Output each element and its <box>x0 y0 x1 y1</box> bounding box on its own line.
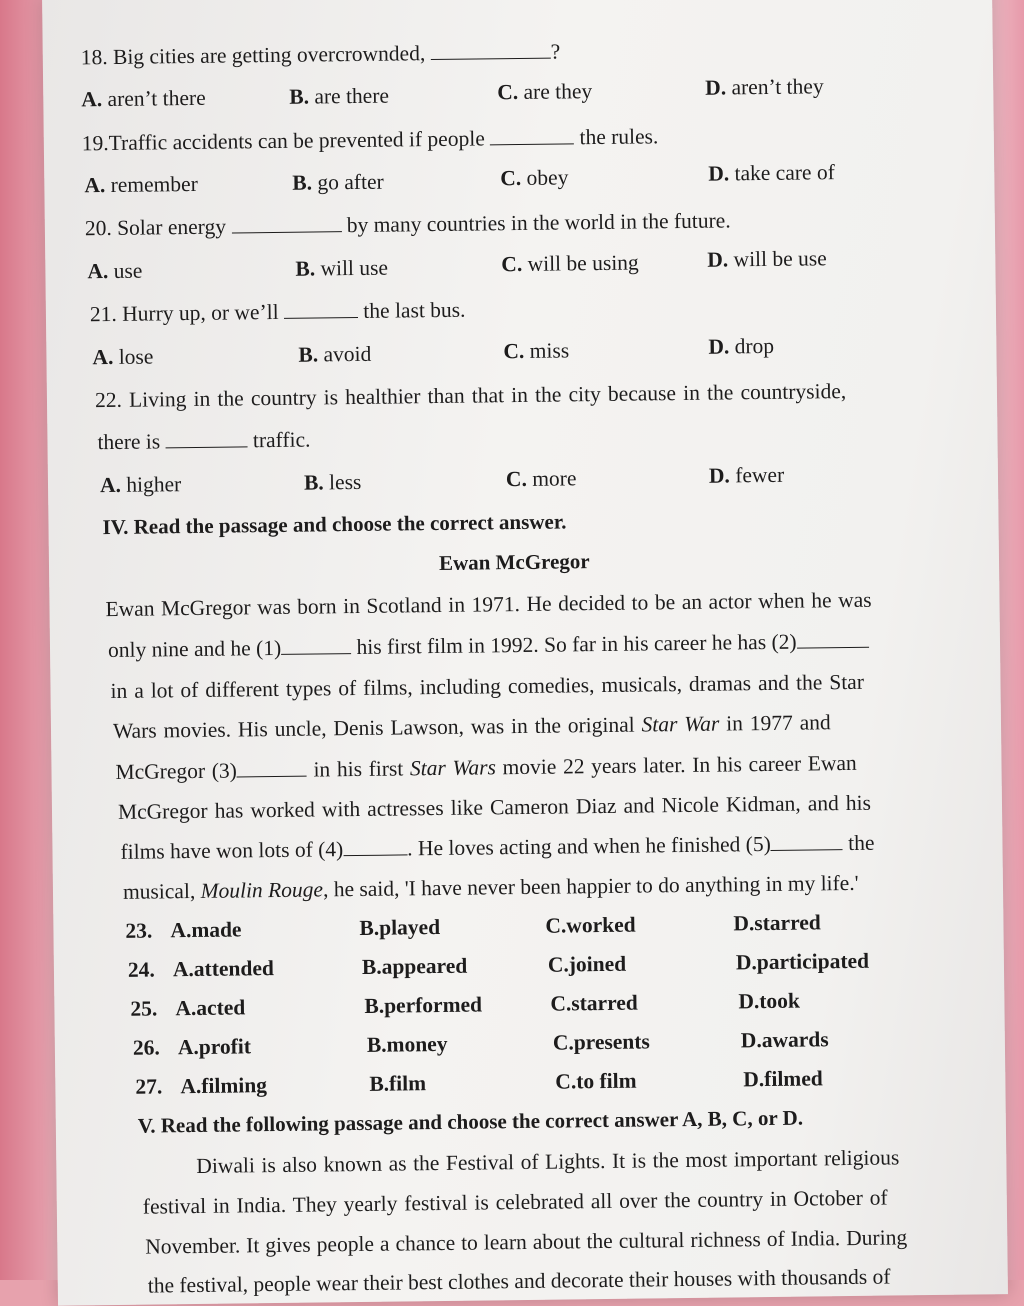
q18-option-c: C. are they <box>497 79 593 105</box>
answer-blank-5 <box>771 831 843 851</box>
q23-option-d: D.starred <box>733 910 821 936</box>
q27-option-d: D.filmed <box>743 1066 823 1092</box>
row-23: 23. A.made B.played C.worked D.starred <box>125 910 821 943</box>
q21-option-b: B. avoid <box>298 341 372 367</box>
question-21-end: the last bus. <box>363 297 466 323</box>
row-26: 26. A.profit B.money C.presents D.awards <box>132 1027 829 1060</box>
passage-title: Ewan McGregor <box>438 549 590 575</box>
answer-blank-2 <box>796 629 868 649</box>
section-5-heading: V. Read the following passage and choose the correct answer A, B, C, or D. <box>137 1105 804 1138</box>
q23-option-b: B.played <box>359 915 441 940</box>
q23-option-a: A.made <box>170 917 242 943</box>
passage-line-3: in a lot of different types of films, including comedies, musicals, dramas and the Star <box>110 669 865 704</box>
q21-option-c: C. miss <box>503 338 570 364</box>
question-18 <box>81 37 561 71</box>
q19-option-c: C. obey <box>500 165 569 191</box>
q25-option-c: C.starred <box>550 990 638 1016</box>
question-21-stem: 21. Hurry up, or we’ll <box>89 299 279 327</box>
question-22-line-2 <box>97 426 310 457</box>
q20-option-d: D. will be use <box>707 246 827 272</box>
q27-option-c: C.to film <box>555 1068 637 1094</box>
q20-option-c: C. will be using <box>501 250 639 277</box>
passage-line-7: films have won lots of (4) . He loves acting and when he finished (5) the <box>120 830 875 864</box>
q26-option-d: D.awards <box>740 1027 829 1053</box>
question-21 <box>90 296 466 329</box>
q18-option-a: A. aren’t there <box>81 85 206 112</box>
question-22-stem-2: there is <box>97 429 161 455</box>
question-20 <box>85 206 731 242</box>
q18-option-b: B. are there <box>289 83 390 109</box>
diwali-line-1: Diwali is also known as the Festival of Lights. It is the most important religious <box>196 1145 900 1179</box>
answer-blank-3 <box>237 758 307 778</box>
q27-option-a: A.filming <box>180 1073 268 1099</box>
answer-blank <box>165 428 247 448</box>
q23-option-c: C.worked <box>545 912 636 938</box>
q24-option-a: A.attended <box>172 956 275 982</box>
q26-option-c: C.presents <box>552 1029 650 1055</box>
q21-option-d: D. drop <box>708 333 775 359</box>
answer-blank <box>490 125 574 145</box>
q24-option-c: C.joined <box>547 951 627 977</box>
passage-line-2: only nine and he (1) his first film in 1992. So far in his career he has (2) <box>108 627 869 664</box>
answer-blank <box>231 213 341 233</box>
q26-option-a: A.profit <box>177 1034 252 1060</box>
q25-option-a: A.acted <box>175 995 246 1021</box>
row-27: 27. A.filming B.film C.to film D.filmed <box>135 1066 823 1099</box>
row-24: 24. A.attended B.appeared C.joined D.participated <box>127 948 870 982</box>
q26-option-b: B.money <box>366 1031 448 1057</box>
passage-line-8: musical, Moulin Rouge, he said, 'I have never been happier to do anything in my life.' <box>122 870 859 904</box>
question-19 <box>82 122 659 157</box>
q25-option-d: D.took <box>738 988 801 1014</box>
diwali-line-2: festival in India. They yearly festival is celebrated all over the country in October of <box>142 1185 888 1219</box>
q18-option-d: D. aren’t they <box>705 74 824 100</box>
question-22-end: traffic. <box>252 427 311 453</box>
q19-option-a: A. remember <box>84 171 198 198</box>
passage-line-1: Ewan McGregor was born in Scotland in 1971. He decided to be an actor when he was <box>105 587 872 622</box>
answer-blank <box>430 40 550 60</box>
q21-option-a: A. lose <box>92 344 154 370</box>
question-20-stem: 20. Solar energy <box>84 214 227 241</box>
q25-option-b: B.performed <box>364 992 483 1018</box>
answer-blank <box>284 299 358 319</box>
q20-option-a: A. use <box>87 258 143 284</box>
question-18-end: ? <box>550 39 561 64</box>
q24-option-d: D.participated <box>735 948 870 975</box>
row-25: 25. A.acted B.performed C.starred D.took <box>130 988 801 1021</box>
diwali-line-4: the festival, people wear their best clothes and decorate their houses with thousands of <box>147 1264 891 1298</box>
passage-line-4: Wars movies. His uncle, Denis Lawson, was in the original Star War in 1977 and <box>112 710 831 743</box>
q22-option-b: B. less <box>303 469 362 495</box>
diwali-line-3: November. It gives people a chance to learn about the cultural richness of India. During <box>145 1225 908 1259</box>
q22-option-c: C. more <box>505 466 577 492</box>
q27-option-b: B.film <box>369 1071 427 1096</box>
q24-option-b: B.appeared <box>361 953 468 979</box>
passage-line-6: McGregor has worked with actresses like Cameron Diaz and Nicole Kidman, and his <box>117 790 872 824</box>
question-19-stem: 19.Traffic accidents can be prevented if people <box>81 126 485 156</box>
question-22 <box>95 377 847 414</box>
question-19-end: the rules. <box>579 124 659 150</box>
q20-option-b: B. will use <box>295 255 389 281</box>
answer-blank-1 <box>281 635 351 655</box>
q19-option-b: B. go after <box>292 169 384 195</box>
passage-line-5: McGregor (3) in his first Star Wars movie 22 years later. In his career Ewan <box>115 750 857 784</box>
exam-page <box>42 0 1008 1306</box>
section-4-heading: IV. Read the passage and choose the correct answer. <box>102 509 567 540</box>
question-20-end: by many countries in the world in the future. <box>346 208 731 238</box>
q19-option-d: D. take care of <box>708 160 835 186</box>
question-18-stem: 18. Big cities are getting overcrownded, <box>80 41 426 70</box>
q22-option-a: A. higher <box>99 472 182 498</box>
answer-blank-4 <box>343 836 407 856</box>
q22-option-d: D. fewer <box>708 462 785 488</box>
question-22-stem: 22. Living in the country is healthier than that in the city because in the countryside, <box>94 379 847 413</box>
